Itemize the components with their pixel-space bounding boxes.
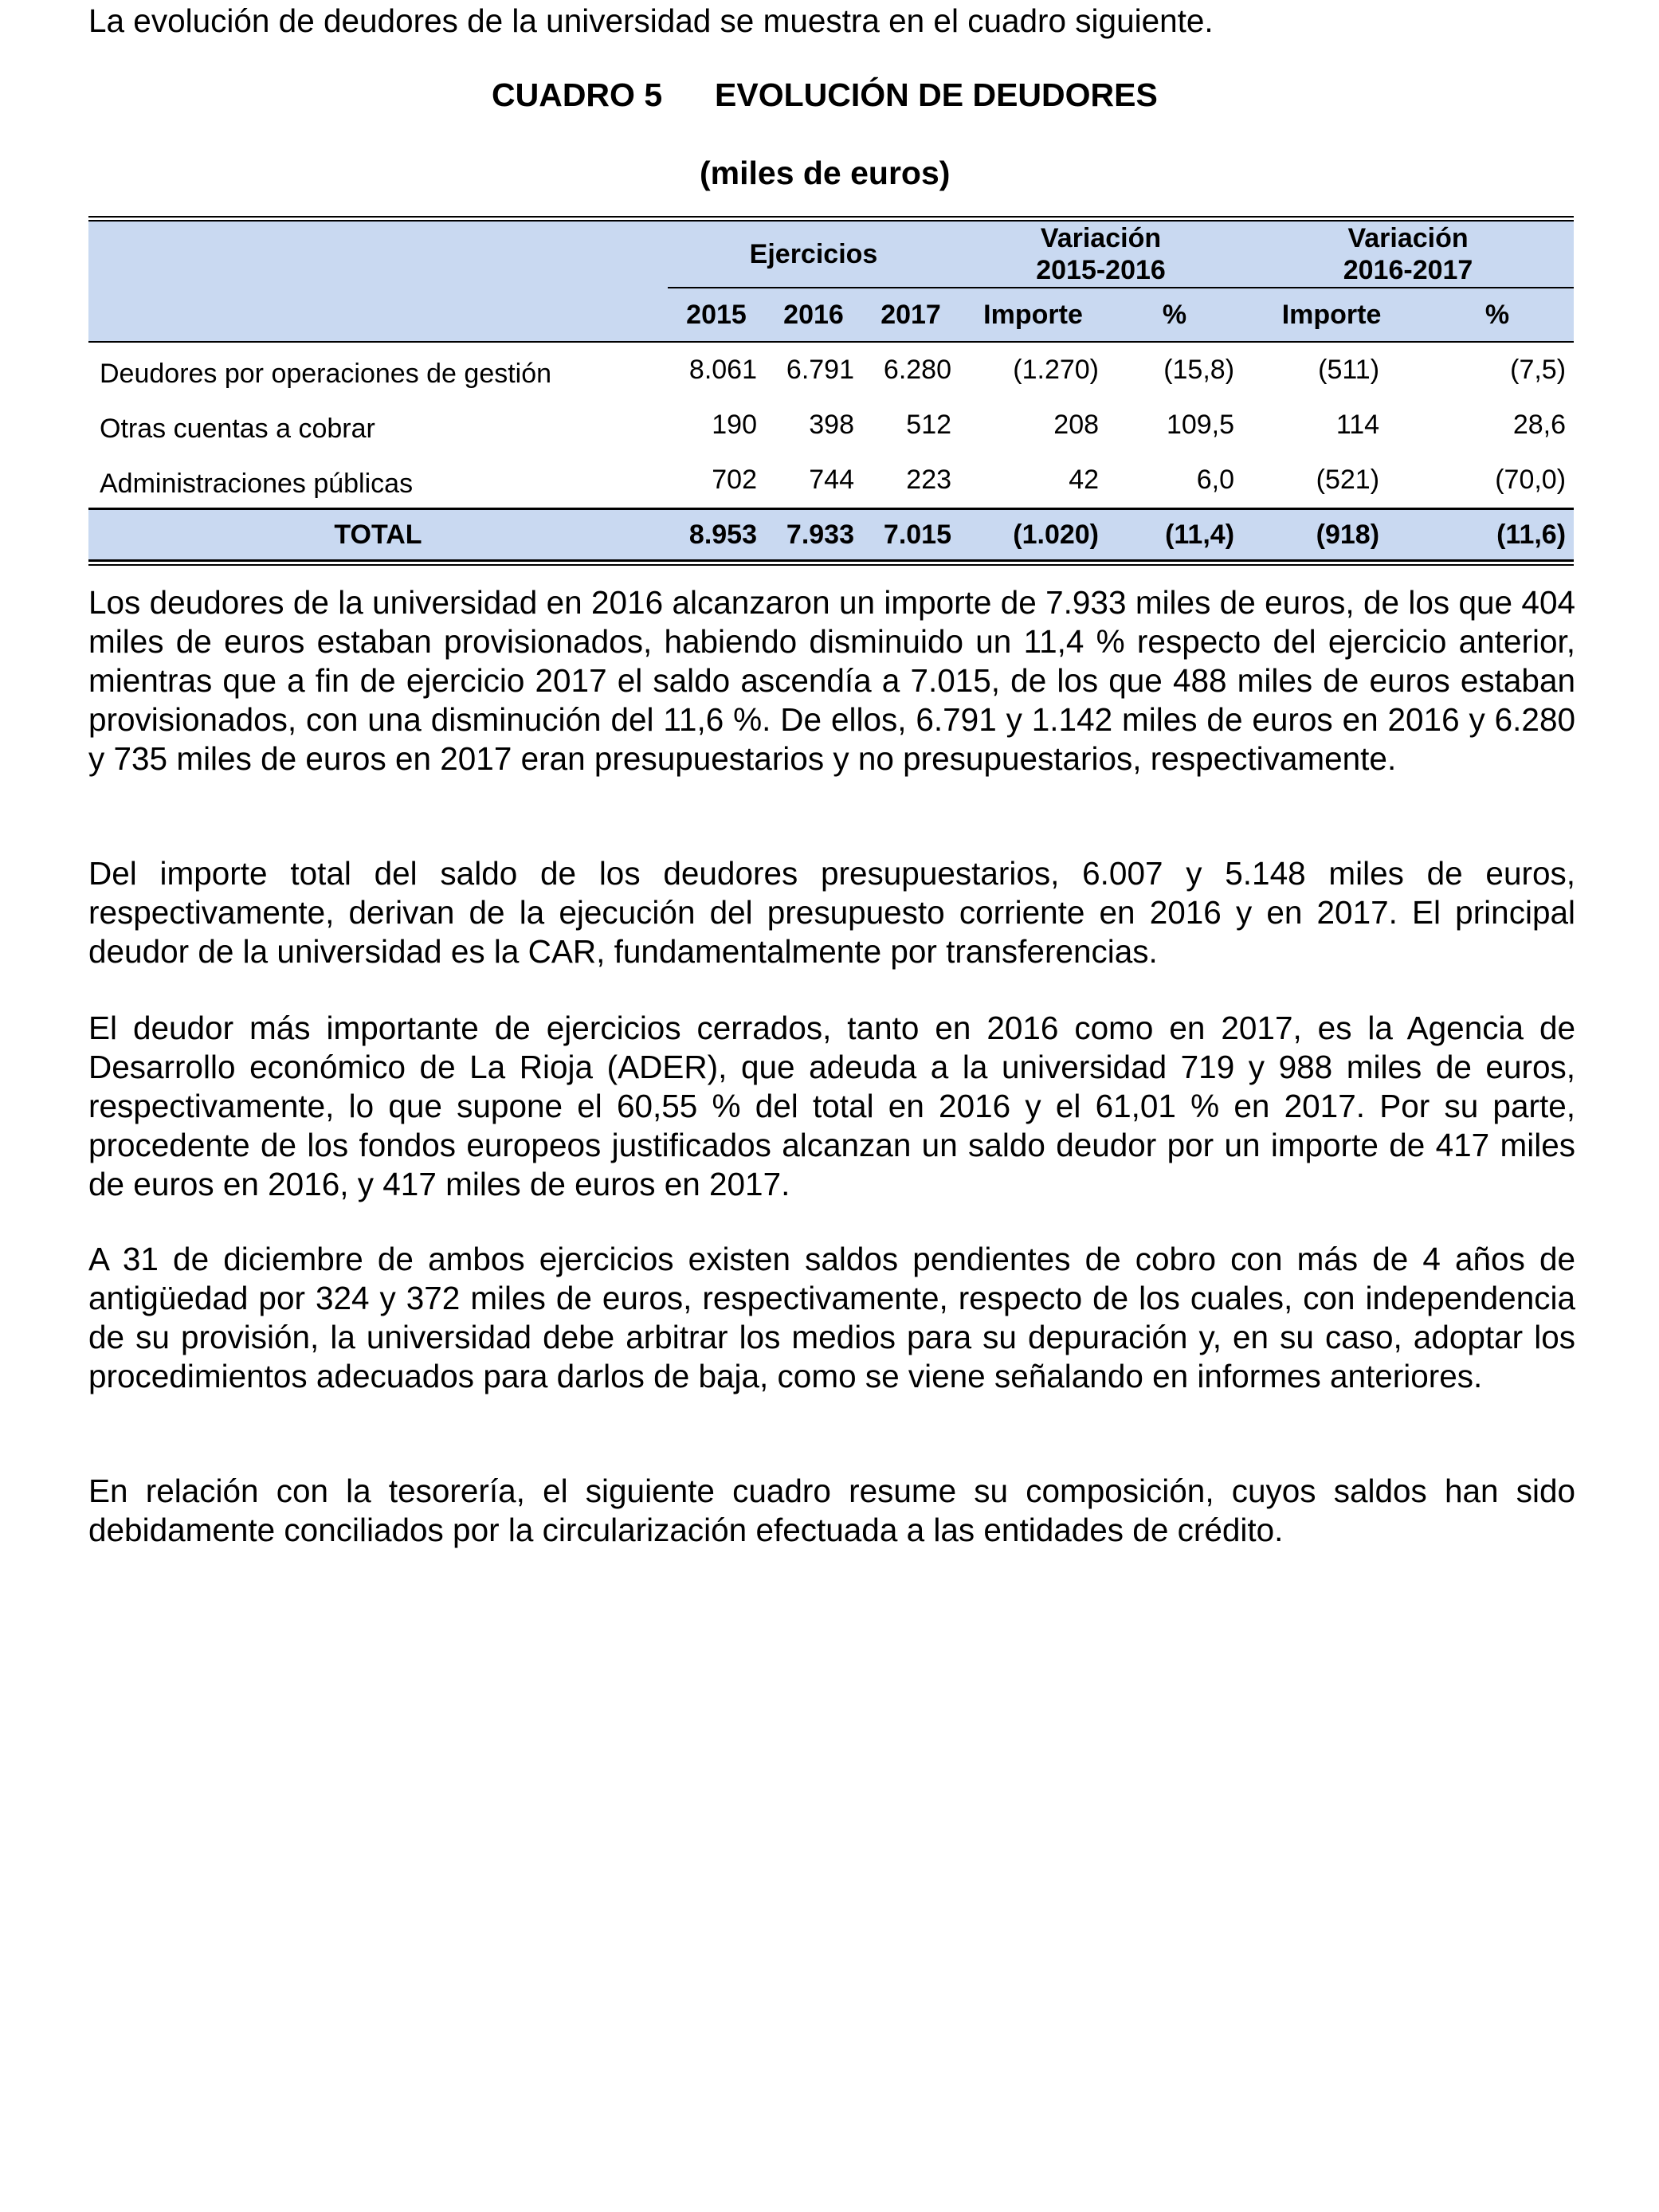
paragraph-3: El deudor más importante de ejercicios cerrados, tanto en 2016 como en 2017, es la Agencia de Desarrollo económico de La Rioja (ADER), que adeuda a la universidad 719 y 988 miles de euros, respectivamente, lo que supone el 60,55 % del total en 2016 y el 61,01 % en 2017. Por su parte, procedente de los fondos europeos justificados alcanzan un saldo deudor por un importe de 417 miles de euros en 2016, y 417 miles de euros en 2017.	[88, 1010, 1575, 1202]
col-2015: 2015	[668, 288, 765, 342]
header-ejercicios: Ejercicios	[668, 222, 959, 288]
table-row	[88, 342, 1574, 398]
total-cell: 8.953	[668, 509, 765, 560]
total-cell: (11,6)	[1421, 509, 1574, 560]
cell: (15,8)	[1163, 355, 1235, 385]
total-cell: (1.020)	[959, 509, 1107, 560]
total-cell: 7.015	[862, 509, 959, 560]
debtors-table	[88, 216, 1574, 566]
col-pct-1: %	[1107, 288, 1242, 342]
cell: 6.791	[786, 355, 854, 385]
table-row	[88, 398, 1574, 453]
col-2017: 2017	[862, 288, 959, 342]
total-label: TOTAL	[88, 509, 668, 560]
col-2016: 2016	[765, 288, 862, 342]
paragraph-5: En relación con la tesorería, el siguiente cuadro resume su composición, cuyos saldos han sido debidamente conciliados por la circularización efectuada a las entidades de crédito.	[88, 1473, 1575, 1548]
cell: 398	[809, 410, 854, 440]
cell: (1.270)	[1013, 355, 1100, 385]
header-empty-2	[88, 288, 668, 342]
header-empty	[88, 222, 668, 288]
cell: 208	[1053, 410, 1100, 440]
header-variacion-1-line1: Variación	[1040, 223, 1162, 253]
cell: 6.280	[883, 355, 952, 385]
header-variacion-2015-2016	[959, 222, 1242, 288]
cell: 744	[809, 465, 854, 495]
table-top-rule	[88, 216, 1574, 222]
cell: 512	[906, 410, 952, 440]
col-pct-2: %	[1421, 288, 1574, 342]
total-cell: 7.933	[765, 509, 862, 560]
cell: 190	[712, 410, 757, 440]
header-variacion-2-line1: Variación	[1347, 223, 1469, 253]
cell: (521)	[1316, 465, 1380, 495]
header-variacion-1-line2: 2015-2016	[1036, 255, 1166, 285]
cell: 223	[906, 465, 952, 495]
table-number: CUADRO 5	[492, 76, 663, 113]
total-cell: (11,4)	[1107, 509, 1242, 560]
cell: 8.061	[688, 355, 757, 385]
cell: (511)	[1318, 355, 1380, 385]
table-units: (miles de euros)	[700, 155, 951, 191]
cell: 109,5	[1166, 410, 1235, 440]
paragraph-1: Los deudores de la universidad en 2016 alcanzaron un importe de 7.933 miles de euros, de los que 404 miles de euros estaban provisionados, habiendo disminuido un 11,4 % respecto del ejercicio anterior, mientras que a fin de ejercicio 2017 el saldo ascendía a 7.015, de los que 488 miles de euros estaban provisionados, con una disminución del 11,6 %. De ellos, 6.791 y 1.142 miles de euros en 2016 y 6.280 y 735 miles de euros en 2017 eran presupuestarios y no presupuestarios, respectivamente.	[88, 584, 1575, 777]
table-bottom-rule	[88, 559, 1574, 566]
col-importe-1: Importe	[959, 288, 1107, 342]
total-cell: (918)	[1242, 509, 1421, 560]
cell: (70,0)	[1495, 465, 1567, 495]
header-variacion-2-line2: 2016-2017	[1343, 255, 1473, 285]
table-name: EVOLUCIÓN DE DEUDORES	[715, 76, 1158, 113]
paragraph-4: A 31 de diciembre de ambos ejercicios existen saldos pendientes de cobro con más de 4 años de antigüedad por 324 y 372 miles de euros, respectivamente, respecto de los cuales, con independencia de su provisión, la universidad debe arbitrar los medios para su depuración y, en su caso, adoptar los procedimientos adecuados para darlos de baja, como se viene señalando en informes anteriores.	[88, 1241, 1575, 1394]
cell: 6,0	[1196, 465, 1235, 495]
table-header	[88, 222, 1574, 342]
total-row	[88, 509, 1574, 560]
paragraph-2: Del importe total del saldo de los deudores presupuestarios, 6.007 y 5.148 miles de euros, respectivamente, derivan de la ejecución del presupuesto corriente en 2016 y en 2017. El principal deudor de la universidad es la CAR, fundamentalmente por transferencias.	[88, 855, 1575, 970]
row-label: Otras cuentas a cobrar	[100, 414, 375, 444]
cell: 114	[1335, 410, 1380, 440]
cell: 28,6	[1512, 410, 1567, 440]
cell: 42	[1069, 465, 1100, 495]
row-label: Deudores por operaciones de gestión	[100, 359, 552, 389]
cell: 702	[712, 465, 757, 495]
intro-paragraph: La evolución de deudores de la universidad se muestra en el cuadro siguiente.	[88, 2, 1214, 39]
table-row	[88, 453, 1574, 509]
row-label: Administraciones públicas	[100, 469, 414, 499]
header-variacion-2016-2017	[1242, 222, 1574, 288]
col-importe-2: Importe	[1242, 288, 1421, 342]
cell: (7,5)	[1510, 355, 1567, 385]
